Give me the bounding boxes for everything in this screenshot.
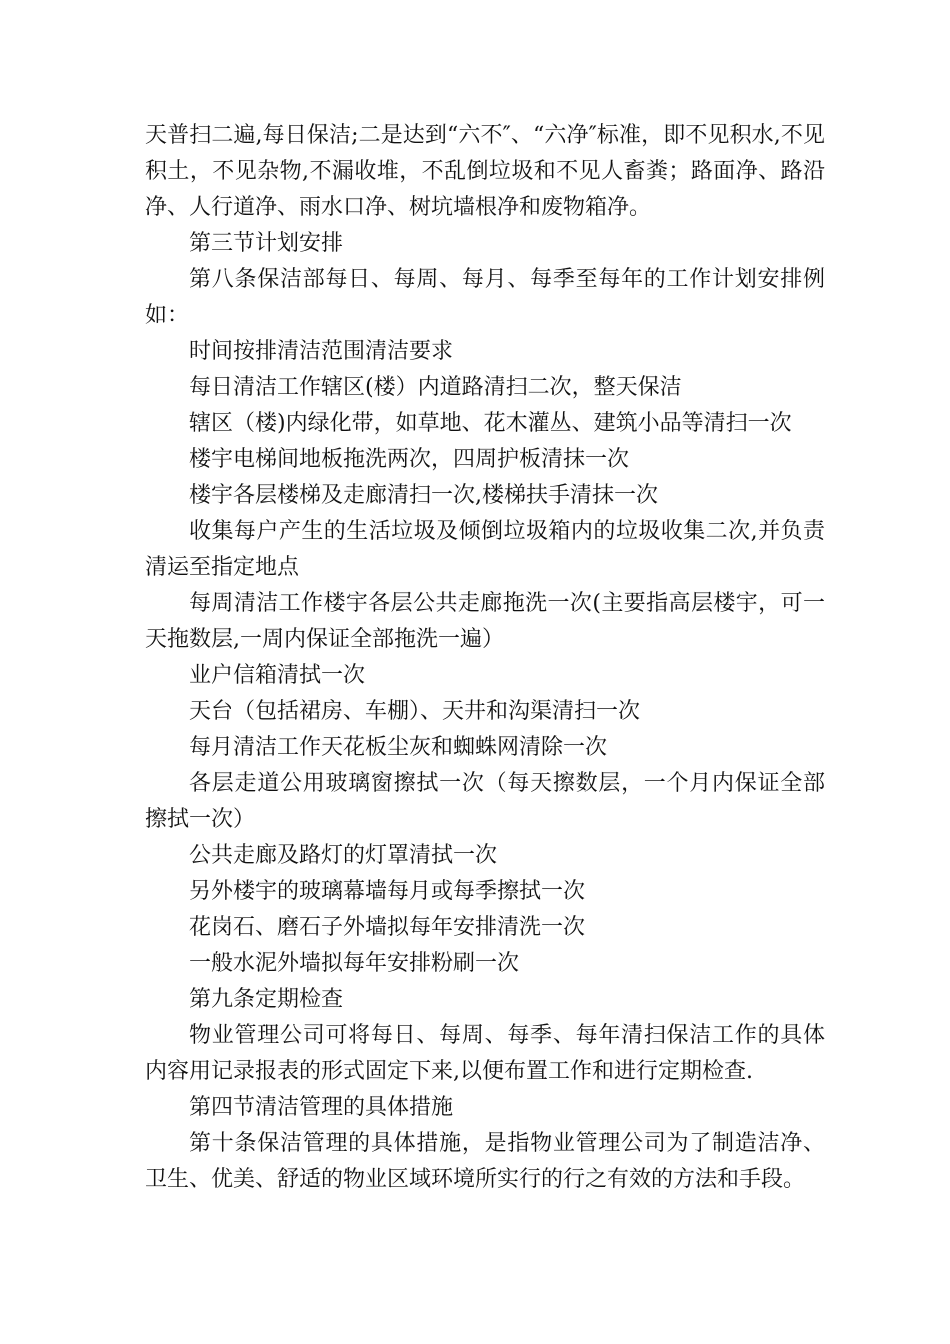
section-heading-3: 第三节计划安排 bbox=[189, 231, 344, 256]
article-8: 第八条保洁部每日、每周、每月、每季至每年的工作计划安排例如： bbox=[145, 267, 825, 328]
weekly-item-1: 每周清洁工作楼宇各层公共走廊拖洗一次(主要指高层楼宇，可一天拖数层,一周内保证全部拖洗一遍） bbox=[145, 591, 825, 652]
daily-item-2: 辖区（楼)内绿化带，如草地、花木灌丛、建筑小品等清扫一次 bbox=[189, 411, 792, 436]
weekly-item-2: 业户信箱清拭一次 bbox=[189, 663, 366, 688]
article-9-heading: 第九条定期检查 bbox=[189, 987, 344, 1012]
schedule-header: 时间按排清洁范围清洁要求 bbox=[189, 339, 454, 364]
monthly-item-1: 每月清洁工作天花板尘灰和蜘蛛网清除一次 bbox=[189, 735, 608, 760]
document-body bbox=[145, 118, 825, 1198]
article-9-body: 物业管理公司可将每日、每周、每季、每年清扫保洁工作的具体内容用记录报表的形式固定下来,以便布置工作和进行定期检查. bbox=[145, 1023, 825, 1084]
monthly-item-3: 公共走廊及路灯的灯罩清拭一次 bbox=[189, 843, 498, 868]
yearly-item-1: 花岗石、磨石子外墙拟每年安排清洗一次 bbox=[189, 915, 586, 940]
yearly-item-2: 一般水泥外墙拟每年安排粉刷一次 bbox=[189, 951, 520, 976]
daily-item-4: 楼宇各层楼梯及走廊清扫一次,楼梯扶手清抹一次 bbox=[189, 483, 658, 508]
periodic-item-1: 另外楼宇的玻璃幕墙每月或每季擦拭一次 bbox=[189, 879, 586, 904]
article-10: 第十条保洁管理的具体措施，是指物业管理公司为了制造洁净、卫生、优美、舒适的物业区域环境所实行的行之有效的方法和手段。 bbox=[145, 1131, 825, 1192]
daily-item-3: 楼宇电梯间地板拖洗两次，四周护板清抹一次 bbox=[189, 447, 630, 472]
monthly-item-2: 各层走道公用玻璃窗擦拭一次（每天擦数层，一个月内保证全部擦拭一次） bbox=[145, 771, 825, 832]
daily-item-5: 收集每户产生的生活垃圾及倾倒垃圾箱内的垃圾收集二次,并负责清运至指定地点 bbox=[145, 519, 825, 580]
daily-item-1: 每日清洁工作辖区(楼）内道路清扫二次，整天保洁 bbox=[189, 375, 682, 400]
section-heading-4: 第四节清洁管理的具体措施 bbox=[189, 1095, 454, 1120]
paragraph-continuation: 天普扫二遍,每日保洁;二是达到“六不″、“六净″标准，即不见积水,不见积土，不见杂物,不漏收堆，不乱倒垃圾和不见人畜粪；路面净、路沿净、人行道净、雨水口净、树坑墙根净和废物箱净。 bbox=[145, 123, 825, 220]
weekly-item-3: 天台（包括裙房、车棚）、天井和沟渠清扫一次 bbox=[189, 699, 641, 724]
